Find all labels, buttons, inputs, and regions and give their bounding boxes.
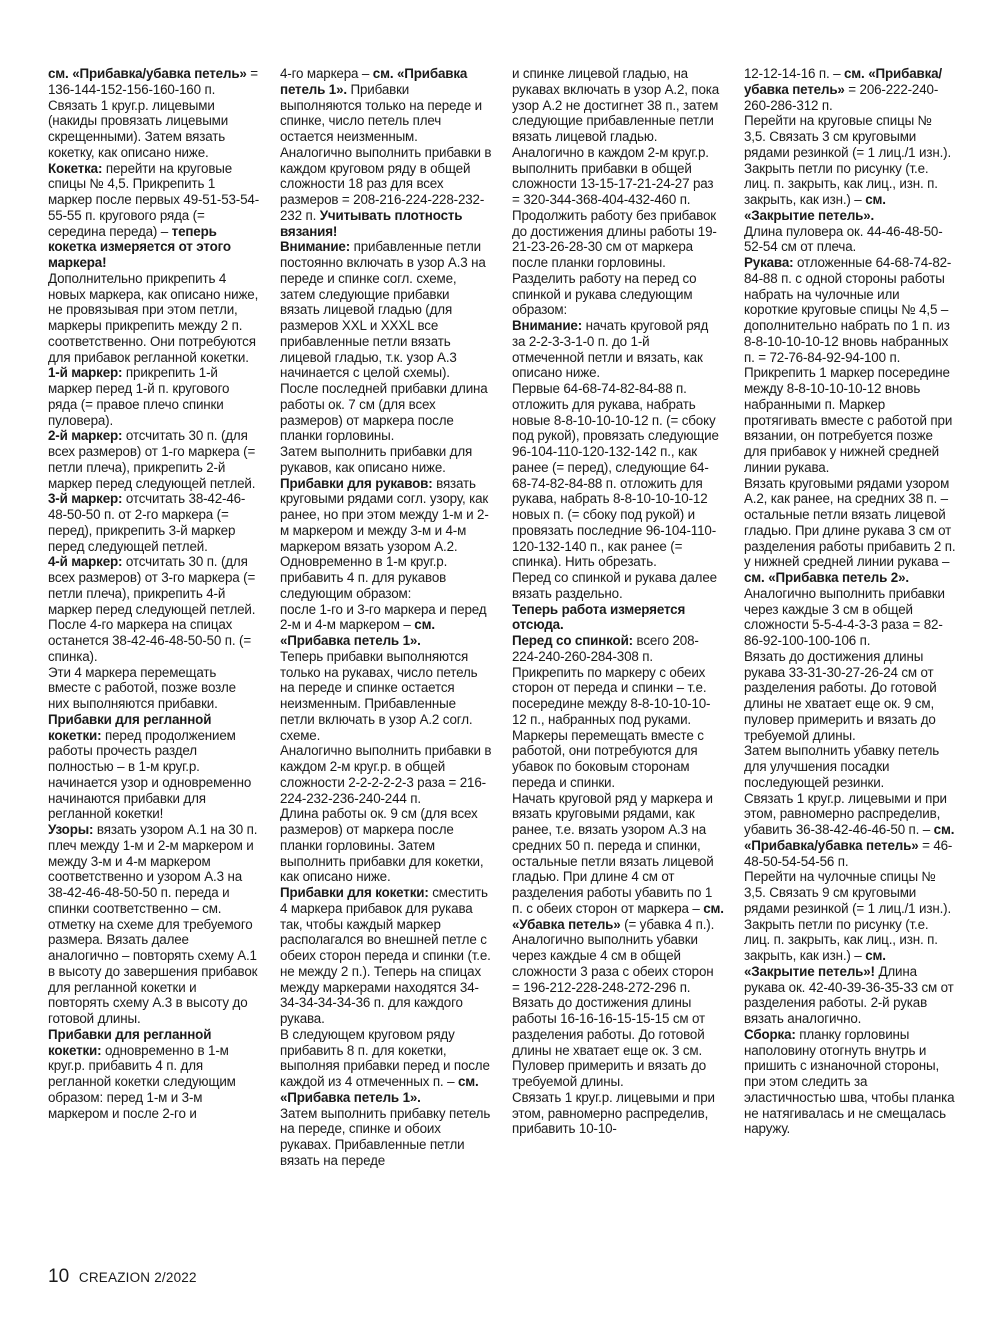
text-run: одновременно в 1-м круг.р. прибавить 4 п. для регланной кокетки следующим образом: перед 1-м и 3-м маркером и после 2-го и <box>48 1042 236 1121</box>
text-run: прибавленные петли постоянно включать в узор А.3 на переде и спинке согл. схеме, затем следующие прибавки вязать лицевой гладью (для размеров XXL и XXXL все прибавленные петли вязать лицевой гладью, т.к. узор А.3 начинается с целой схемы). <box>280 239 486 381</box>
bold-run: Перед со спинкой: <box>512 633 633 648</box>
text-run: Аналогично выполнить прибавки через каждые 3 см в общей сложности 5-5-4-4-3-3 раза = 82-86-92-100-100-106 п. <box>744 585 945 648</box>
text-run: Перейти на круговые спицы № 3,5. Связать 3 см круговыми рядами резинкой (= 1 лиц./1 изн.). Закрыть петли по рисунку (т.е. лиц. п. закрыть, как лиц., изн. п. закрыть, как изн.) – <box>744 113 952 207</box>
paragraph <box>280 602 492 649</box>
text-run: и спинке лицевой гладью, на рукавах включать в узор А.2, пока узор А.2 не достигнет 38 п., затем следующие прибавленные петли вязать лицевой гладью. <box>512 66 720 144</box>
text-run: отсчитать 38-42-46-48-50-50 п. от 2-го маркера (= перед), прикрепить 3-й маркер перед следующей петлей. <box>48 491 246 554</box>
text-run: 12-12-14-16 п. – <box>744 66 844 81</box>
paragraph <box>512 271 724 318</box>
text-run: Длина рукава ок. 42-40-39-36-35-33 см от разделения работы. 2-й рукав вязать аналогично. <box>744 963 954 1026</box>
paragraph <box>744 791 956 870</box>
bold-run: 3-й маркер: <box>48 491 123 507</box>
paragraph <box>744 869 956 1027</box>
text-run: Прикрепить 1 маркер посередине между 8-8-10-10-10-12 вновь набранными п. Маркер протягивать вместе с работой при вязании, он потребуется позже для прибавок у нижней средней линии рукава. <box>744 365 953 475</box>
paragraph <box>48 712 260 822</box>
text-run: Перейти на чулочные спицы № 3,5. Связать 9 см круговыми рядами резинкой (= 1 лиц./1 изн.). Закрыть петли по рисунку (т.е. лиц. п. закрыть, как лиц., изн. п. закрыть, как изн.) – <box>744 869 952 963</box>
paragraph <box>744 66 956 113</box>
paragraph <box>280 444 492 476</box>
text-run: Первые 64-68-74-82-84-88 п. отложить для рукава, набрать новые 8-8-10-10-10-12 п. (= сбоку под рукой), провязать следующие 96-104-110-120-132-142 п., как ранее (= перед), следующие 64-68-74-82-84-88 п. отложить для рукава, набрать 8-8-10-10-10-12 новых п. (= сбоку под рукой) и провязать последние 96-104-110-120-132-140 п., как ранее (= спинка). Нить обрезать. <box>512 381 719 570</box>
text-run: Затем выполнить прибавку петель на переде, спинке и обоих рукавах. Прибавленные петли вязать на переде <box>280 1105 491 1168</box>
bold-run: см. «Убавка петель» <box>512 900 724 932</box>
bold-run: Сборка: <box>744 1026 796 1042</box>
bold-run: Внимание: <box>280 239 351 255</box>
text-run: вязать узором А.1 на 30 п. плеч между 1-м и 2-м маркером и между 3-м и 4-м маркером соответственно и узором А.3 на 38-42-46-48-50-50 п. переда и спинки соответственно – см. отметку на схеме для требуемого размера. Вязать далее аналогично – повторять схему А.1 в высоту до завершения прибавок для регланной кокетки и повторять схему А.3 в высоту до готовой длины. <box>48 822 258 1026</box>
bold-run: см. «Прибавка петель 2». <box>744 570 909 585</box>
bold-run: см. «Закрытие петель». <box>744 192 886 223</box>
paragraph <box>48 617 260 664</box>
bold-run: теперь кокетка измеряется от этого маркера! <box>48 223 231 270</box>
text-run: 4-го маркера – <box>280 66 373 81</box>
paragraph <box>48 428 260 491</box>
text-run: Эти 4 маркера перемещать вместе с работой, позже возле них выполняются прибавки. <box>48 664 236 711</box>
text-run: = 46-48-50-54-54-56 п. <box>744 837 953 869</box>
text-run: отложенные 64-68-74-82-84-88 п. с одной стороны работы набрать на чулочные или короткие круговые спицы № 4,5 – дополнительно набрать по 1 п. из 8-8-10-10-10-12 вновь набранных п. = 72-76-84-92-94-100 п. <box>744 255 952 365</box>
text-run: В следующем круговом ряду прибавить 8 п. для кокетки, выполняя прибавки перед и после каждой из 4 отмеченных п. – <box>280 1026 490 1089</box>
text-run: Связать 1 круг.р. лицевыми и при этом, равномерно распределив, убавить 36-38-42-46-46-50 п. – <box>744 790 947 837</box>
text-run: Затем выполнить прибавки для рукавов, как описано ниже. <box>280 444 473 475</box>
text-run: Начать круговой ряд у маркера и вязать круговыми рядами, как ранее, т.е. вязать узором А.3 на средних 50 п. переда и спинки, остальные петли вязать лицевой гладью. При длине 4 см от разделения работы убавить по 1 п. с обеих сторон от маркера – <box>512 790 714 916</box>
text-run: Длина пуловера ок. 44-46-48-50-52-54 см от плеча. <box>744 223 943 255</box>
text-run: После последней прибавки длина работы ок. 7 см (для всех размеров) от маркера после планки горловины. <box>280 381 488 444</box>
text-run: сместить 4 маркера прибавок для рукава так, чтобы каждый маркер располагался во внешней петле с обеих сторон переда и спинки (т.е. не между 2 п.). Теперь на спицах между маркерами находятся 34-34-34-34-34-36 п. для каждого рукава. <box>280 885 491 1026</box>
text-run: Прибавки выполняются только на переде и спинке, число петель плеч остается неизменным. Аналогично выполнить прибавки в каждом круговом ряду в общей сложности 18 раз для всех размеров = 208-216-224-228-232-232 п. <box>280 81 492 223</box>
paragraph <box>512 633 724 791</box>
paragraph <box>744 255 956 365</box>
text-run: Вязать до достижения длины рукава 33-31-30-27-26-24 см от разделения работы. До готовой длины не хватает еще ок. 9 см, пуловер примерить и вязать до требуемой длины. <box>744 648 937 743</box>
text-run: Дополнительно прикрепить 4 новых маркера, как описано ниже, не провязывая при этом петли, маркеры прикрепить между 2 п. соответственно. Они потребуются для прибавок регланной кокетки. <box>48 270 259 365</box>
bold-run: Кокетка: <box>48 160 103 176</box>
text-run: Перед со спинкой и рукава далее вязать раздельно. <box>512 570 717 601</box>
paragraph <box>512 791 724 996</box>
bold-run: см. «Прибавка петель 1». <box>280 66 468 97</box>
bold-run: Узоры: <box>48 822 94 837</box>
text-run: отсчитать 30 п. (для всех размеров) от 1-го маркера (= петли плеча), прикрепить 2-й маркер перед следующей петлей. <box>48 428 256 491</box>
text-run: = 136-144-152-156-160-160 п. Связать 1 круг.р. лицевыми (накиды провязать лицевыми скрещенными). Затем вязать кокетку, как описано ниже. <box>48 66 258 160</box>
text-run: После 4-го маркера на спицах останется 38-42-46-48-50-50 п. (= спинка). <box>48 617 252 664</box>
paragraph <box>280 239 492 381</box>
paragraph <box>48 66 260 161</box>
paragraph <box>280 476 492 555</box>
text-run: Разделить работу на перед со спинкой и рукава следующим образом: <box>512 270 697 318</box>
bold-run: Прибавки для регланной кокетки: <box>48 1026 212 1058</box>
bold-run: см. «Прибавка/убавка петель» <box>48 66 247 81</box>
text-run: перейти на круговые спицы № 4,5. Прикрепить 1 маркер после первых 49-51-53-54-55-55 п. кругового ряда (= середина переда) – <box>48 160 260 239</box>
paragraph <box>48 365 260 428</box>
text-run: Вязать круговыми рядами узором А.2, как ранее, на средних 38 п. – остальные петли вязать лицевой гладью. При длине рукава 3 см от разделения работы прибавить 2 п. у нижней средней линии рукава – <box>744 475 956 570</box>
paragraph <box>280 1027 492 1106</box>
text-run: Одновременно в 1-м круг.р. прибавить 4 п. для рукавов следующим образом: <box>280 554 448 601</box>
magazine-issue: CREAZION 2/2022 <box>78 1270 197 1285</box>
paragraph <box>280 381 492 444</box>
paragraph <box>512 1090 724 1137</box>
paragraph <box>280 885 492 1027</box>
text-run: Вязать до достижения длины работы 16-16-16-15-15-15 см от разделения работы. До готовой длины не хватает еще ок. 3 см. Пуловер примерить и вязать до требуемой длины. <box>512 995 707 1089</box>
paragraph <box>744 1027 956 1137</box>
paragraph <box>744 224 956 256</box>
paragraph <box>280 743 492 806</box>
text-run: Связать 1 круг.р. лицевыми и при этом, равномерно распределив, прибавить 10-10- <box>512 1089 715 1137</box>
paragraph <box>512 145 724 271</box>
paragraph <box>512 381 724 570</box>
paragraph <box>280 554 492 601</box>
text-run: Затем выполнить убавку петель для улучшения посадки последующей резинки. <box>744 743 940 790</box>
text-run: прикрепить 1-й маркер перед 1-й п. кругового ряда (= правое плечо спинки пуловера). <box>48 365 230 428</box>
text-run: всего 208-224-240-260-284-308 п. Прикрепить по маркеру с обеих сторон от переда и спинки – т.е. посередине между 8-8-10-10-10-12 п., набранных под руками. Маркеры перемещать вместе с работой, они потребуются для убавок по боковым сторонам переда и спинки. <box>512 633 711 790</box>
bold-run: см. «Прибавка петель 1». <box>280 617 435 648</box>
text-run: планку горловины наполовину отогнуть внутрь и пришить с изнаночной стороны, при этом следить за эластичностью шва, чтобы планка не натягивалась и не смещалась наружу. <box>744 1026 955 1137</box>
text-column-2 <box>280 66 492 1169</box>
paragraph <box>512 318 724 381</box>
bold-run: см. «Закрытие петель»! <box>744 948 886 979</box>
text-run: = 206-222-240-260-286-312 п. <box>744 81 939 113</box>
text-column-3 <box>512 66 724 1137</box>
bold-run: Внимание: <box>512 318 583 333</box>
paragraph <box>512 66 724 145</box>
bold-run: Прибавки для кокетки: <box>280 885 429 900</box>
paragraph <box>48 554 260 617</box>
bold-run: Рукава: <box>744 255 794 270</box>
text-run: вязать круговыми рядами согл. узору, как ранее, но при этом между 1-м и 2-м маркером и между 3-м и 4-м маркером вязать узором А.2. <box>280 475 489 554</box>
text-run: отсчитать 30 п. (для всех размеров) от 3-го маркера (= петли плеча), прикрепить 4-й маркер перед следующей петлей. <box>48 554 256 617</box>
bold-run: Теперь работа измеряется отсюда. <box>512 601 686 633</box>
text-run: перед продолжением работы прочесть раздел полностью – в 1-м круг.р. начинается узор и одновременно начинаются прибавки для регланной кокетки! <box>48 727 252 822</box>
text-run: Аналогично выполнить прибавки в каждом 2-м круг.р. в общей сложности 2-2-2-2-2-3 раза = 216-224-232-236-240-244 п. <box>280 743 492 806</box>
paragraph <box>744 365 956 475</box>
paragraph <box>48 161 260 271</box>
paragraph <box>512 602 724 634</box>
paragraph <box>48 665 260 712</box>
bold-run: см. «Прибавка петель 1». <box>280 1074 479 1105</box>
paragraph <box>512 995 724 1090</box>
page-number: 10 <box>48 1266 70 1287</box>
paragraph <box>744 476 956 649</box>
text-run: Длина работы ок. 9 см (для всех размеров) от маркера после планки горловины. Затем выполнить прибавки для кокетки, как описано ниже. <box>280 806 484 885</box>
paragraph <box>744 113 956 223</box>
bold-run: Прибавки для рукавов: <box>280 475 433 491</box>
bold-run: 4-й маркер: <box>48 554 123 570</box>
bold-run: Учитывать плотность вязания! <box>280 207 463 239</box>
paragraph <box>280 1106 492 1169</box>
page-footer <box>48 1268 197 1287</box>
paragraph <box>280 806 492 885</box>
paragraph <box>48 822 260 1027</box>
paragraph <box>48 491 260 554</box>
bold-run: 2-й маркер: <box>48 428 123 444</box>
paragraph <box>280 649 492 744</box>
bold-run: 1-й маркер: <box>48 365 123 381</box>
text-run: (= убавка 4 п.). Аналогично выполнить убавки через каждые 4 см в общей сложности 3 раза с обеих сторон = 196-212-228-248-272-296 п. <box>512 916 715 995</box>
paragraph <box>48 271 260 366</box>
paragraph <box>280 66 492 239</box>
text-run: Аналогично в каждом 2-м круг.р. выполнить прибавки в общей сложности 13-15-17-21-24-27 раз = 320-344-368-404-432-460 п. Продолжить работу без прибавок до достижения длины работы 19-21-23-26-28-30 см от маркера после планки горловины. <box>512 144 717 270</box>
bold-run: Прибавки для регланной кокетки: <box>48 711 212 743</box>
bold-run: см. «Прибавка/убавка петель» <box>744 66 942 97</box>
bold-run: см. «Прибавка/убавка петель» <box>744 822 955 853</box>
text-column-1 <box>48 66 260 1121</box>
paragraph <box>744 743 956 790</box>
paragraph <box>48 1027 260 1122</box>
text-run: после 1-го и 3-го маркера и перед 2-м и 4-м маркером – <box>280 601 487 633</box>
paragraph <box>512 570 724 602</box>
paragraph <box>744 649 956 744</box>
text-run: Теперь прибавки выполняются только на рукавах, число петель на переде и спинке остается неизменным. Прибавленные петли включать в узор А.2 согл. схеме. <box>280 648 478 743</box>
text-column-4 <box>744 66 956 1137</box>
text-run: начать круговой ряд за 2-2-3-3-1-0 п. до 1-й отмеченной петли и вязать, как описано ниже. <box>512 318 709 381</box>
